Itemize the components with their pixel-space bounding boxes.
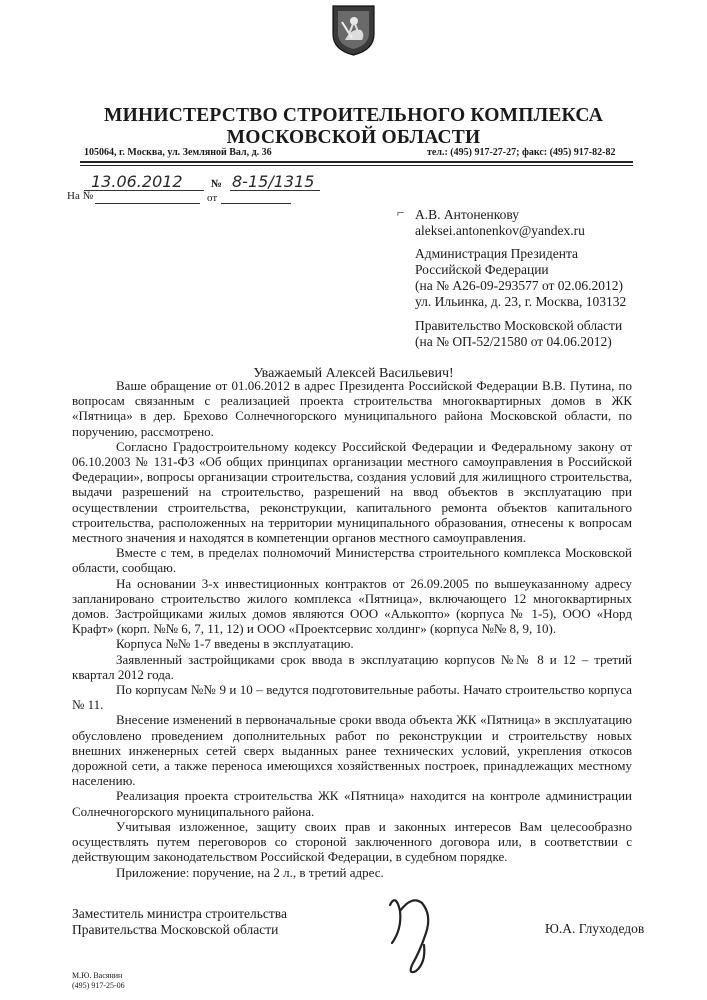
recipient-org2-name: Правительство Московской области — [415, 318, 623, 333]
reference-number-label: На № — [67, 190, 94, 202]
recipient-org1-address: ул. Ильинка, д. 23, г. Москва, 103132 — [415, 294, 627, 309]
body-paragraph: Ваше обращение от 01.06.2012 в адрес Президента Российской Федерации В.В. Путина, по вопросам связанным с реализацией проекта строительства многоквартирных домов в ЖК «Пятница» в дер. Брехово Солнечногорского муниципального района Московской области, по поручению, рассмотрено. — [72, 378, 632, 439]
executor-info — [72, 971, 125, 990]
letter-body — [72, 378, 632, 880]
header-rule-thin — [80, 165, 633, 166]
executor-phone: (495) 917-25-06 — [72, 980, 125, 990]
reference-date-line — [221, 203, 291, 204]
body-paragraph: Корпуса №№ 1-7 введены в эксплуатацию. — [116, 636, 354, 652]
body-paragraph: Учитывая изложенное, защиту своих прав и законных интересов Вам целесообразно осуществлять путем переговоров со стороной заключенного договора или, в соответствии с действующим законодательством Российской Федерации, в судебном порядке. — [72, 818, 632, 865]
registration-date: 13.06.2012 — [91, 172, 183, 191]
handwritten-signature — [382, 885, 462, 985]
recipient-org1-line2: Российской Федерации — [415, 262, 549, 277]
ministry-address: 105064, г. Москва, ул. Земляной Вал, д. 36 — [84, 147, 272, 158]
recipient-org2-ref: (на № ОП-52/21580 от 04.06.2012) — [415, 334, 612, 349]
recipient-org1-ref: (на № А26-09-293577 от 02.06.2012) — [415, 278, 624, 293]
body-paragraph: Согласно Градостроительному кодексу Российской Федерации и Федеральному закону от 06.10.2003 № 131-ФЗ «Об общих принципах организации местного самоуправления в Российской Федерации», вопросы организации строительства, создания условий для жилищного строительства, выдачи разрешений на строительство, разрешений на ввод объектов в эксплуатацию при осуществлении строительства, реконструкции, капитального ремонта объектов капитального строительства, расположенных на территории муниципального образования, отнесены к вопросам местного значения и находятся в компетенции органов местного самоуправления. — [72, 438, 632, 546]
recipient-email: aleksei.antonenkov@yandex.ru — [415, 223, 585, 238]
recipient-org1-line1: Администрация Президента — [415, 246, 579, 261]
registration-number: 8-15/1315 — [232, 172, 315, 191]
ministry-name-line1: МИНИСТЕРСТВО СТРОИТЕЛЬНОГО КОМПЛЕКСА — [104, 105, 603, 126]
body-paragraph: По корпусам №№ 9 и 10 – ведутся подготовительные работы. Начато строительство корпуса № 11. — [72, 682, 632, 713]
recipient-name: А.В. Антоненкову — [415, 207, 520, 222]
reference-number-line — [95, 203, 200, 204]
coat-of-arms-icon — [331, 4, 376, 56]
address-corner-mark: ⌐ — [397, 205, 405, 220]
number-underline — [230, 190, 320, 191]
body-paragraph: Заявленный застройщиками срок ввода в эксплуатацию корпусов №№ 8 и 12 – третий квартал 2012 года. — [72, 651, 632, 682]
date-underline — [84, 190, 204, 191]
reference-date-label: от — [207, 192, 218, 204]
body-paragraph: На основании 3-х инвестиционных контрактов от 26.09.2005 по вышеуказанному адресу запланировано строительство жилого комплекса «Пятница», включающего 12 многоквартирных домов. Застройщиками жилых домов являются ООО «Алькопто» (корпуса № 1-5), ООО «Норд Крафт» (корп. №№ 6, 7, 11, 12) и ООО «Проектсервис холдинг» (корпуса №№ 8, 9, 10). — [72, 575, 632, 637]
executor-name: М.Ю. Васянин — [72, 971, 123, 980]
header-rule — [80, 161, 633, 163]
body-paragraph: Реализация проекта строительства ЖК «Пятница» находится на контроле администрации Солнечногорского муниципального района. — [72, 788, 632, 819]
signatory-position-line1: Заместитель министра строительства — [72, 906, 287, 921]
registration-number-label: № — [211, 178, 223, 190]
ministry-name-line2: МОСКОВСКОЙ ОБЛАСТИ — [226, 127, 481, 148]
body-paragraph: Внесение изменений в первоначальные сроки ввода объекта ЖК «Пятница» в эксплуатацию обусловлено проведением дополнительных работ по реконструкции и строительству новых внешних инженерных сетей сверх выданных ранее технических условий, укрепления откосов дорожной сети, а также переноса имеющихся хозяйственных построек, принадлежащих местному населению. — [72, 712, 632, 789]
body-paragraph: Вместе с тем, в пределах полномочий Министерства строительного комплекса Московской области, сообщаю. — [72, 545, 632, 576]
signatory-name: Ю.А. Глуходедов — [545, 921, 645, 936]
signatory-position — [72, 906, 287, 938]
body-paragraph: Приложение: поручение, на 2 л., в третий адрес. — [116, 864, 384, 880]
signatory-position-line2: Правительства Московской области — [72, 922, 279, 937]
salutation: Уважаемый Алексей Васильевич! — [253, 366, 454, 381]
ministry-phones: тел.: (495) 917-27-27; факс: (495) 917-82-82 — [427, 147, 616, 158]
